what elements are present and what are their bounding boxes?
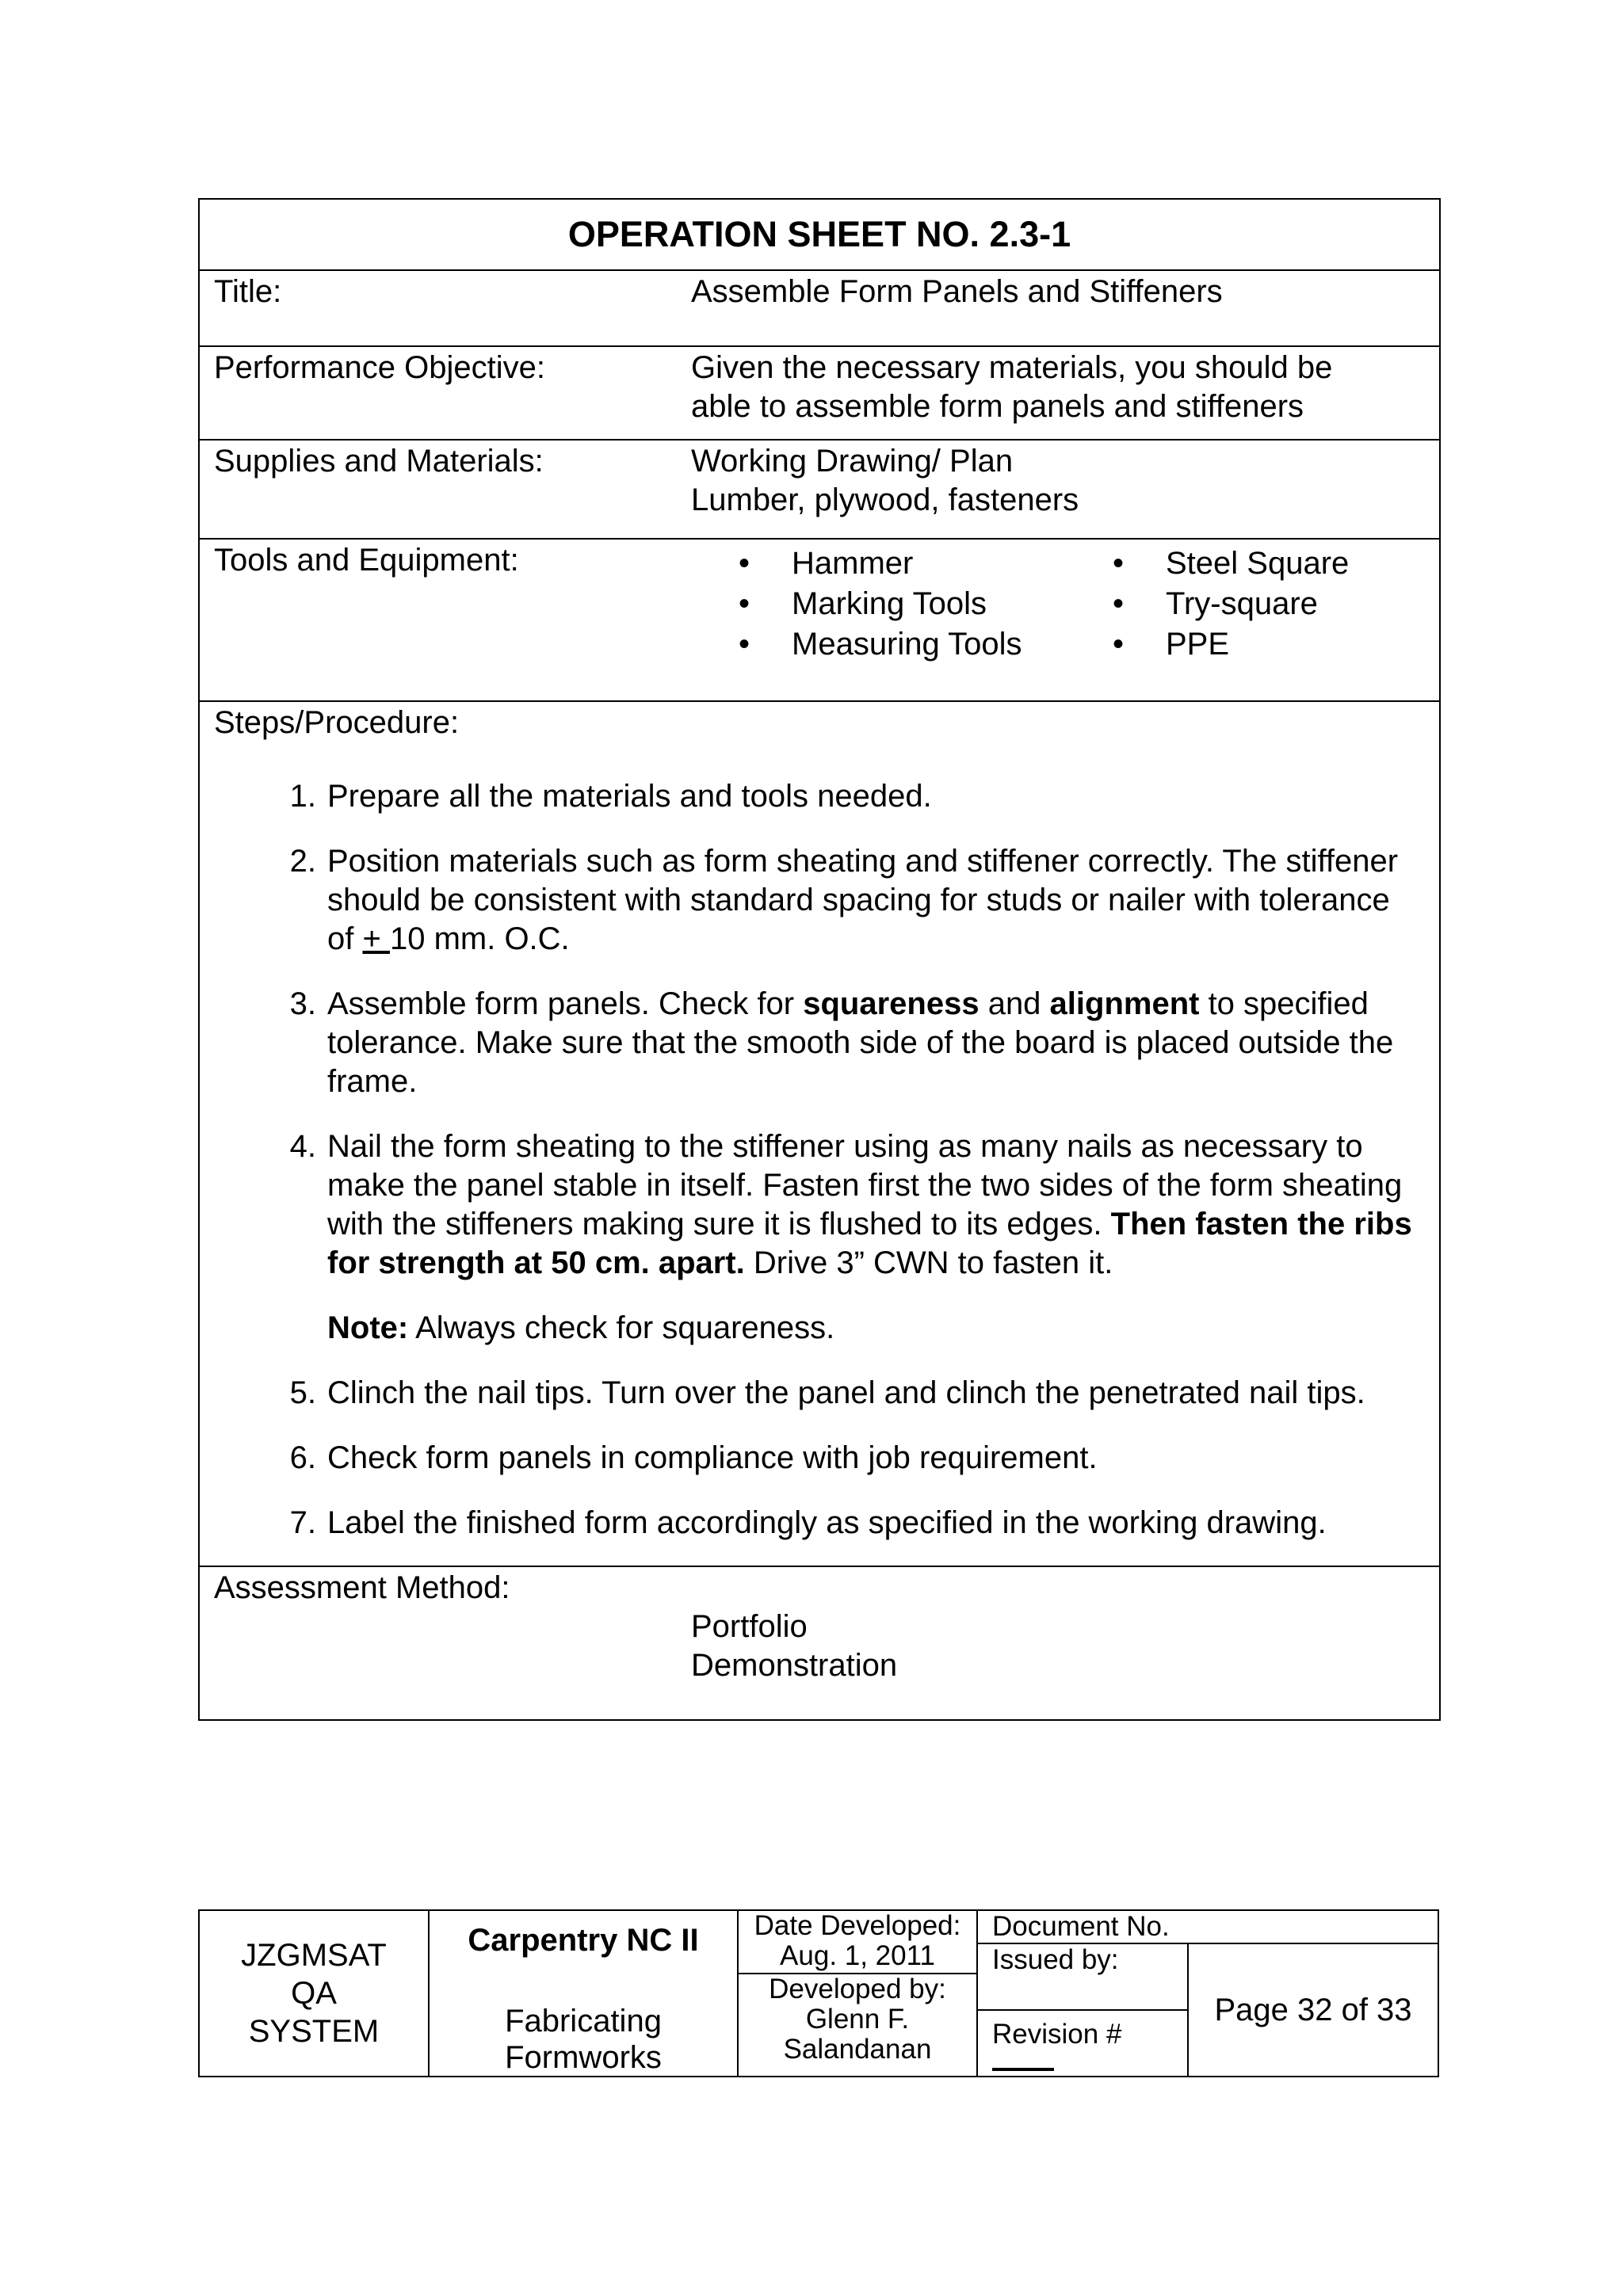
assessment-item: Portfolio xyxy=(691,1609,808,1644)
tools-label: Tools and Equipment: xyxy=(214,543,519,578)
step-text: Check form panels in compliance with job requirement. xyxy=(327,1440,1098,1475)
bullet-icon: • xyxy=(739,546,750,581)
assessment-label: Assessment Method: xyxy=(214,1570,510,1605)
step-text: Clinch the nail tips. Turn over the panel and clinch the penetrated nail tips. xyxy=(327,1375,1365,1410)
tool-item: • Marking Tools xyxy=(739,585,1113,625)
step-text: Prepare all the materials and tools needed. xyxy=(327,779,932,814)
tools-list xyxy=(691,541,1431,666)
footer-module: Fabricating Formworks xyxy=(505,2004,662,2075)
plus-minus-symbol: + xyxy=(362,921,390,956)
assessment-methods xyxy=(691,1608,1425,1685)
assessment-row xyxy=(200,1567,1439,1719)
step-number: 3. xyxy=(289,986,316,1021)
step-item xyxy=(214,1504,1425,1543)
assessment-item: Demonstration xyxy=(691,1648,898,1683)
bullet-icon: • xyxy=(1113,586,1125,621)
tools-row xyxy=(200,540,1439,702)
steps-row xyxy=(200,702,1439,1567)
step-item xyxy=(214,1439,1425,1478)
title-value: Assemble Form Panels and Stiffeners xyxy=(691,274,1223,309)
footer-organization: JZGMSAT QA SYSTEM xyxy=(200,1911,430,2076)
objective-label: Performance Objective: xyxy=(214,350,545,385)
step-text: Assemble form panels. Check for squareness and alignment to specified tolerance. Make sure that the smooth side of the board is placed outside the frame. xyxy=(327,986,1394,1099)
bullet-icon: • xyxy=(739,627,750,662)
step-item xyxy=(214,1374,1425,1413)
footer-document-no: Document No. xyxy=(978,1911,1438,1944)
supplies-label: Supplies and Materials: xyxy=(214,444,544,479)
footer-qualification: Carpentry NC II xyxy=(468,1923,699,1958)
objective-line: able to assemble form panels and stiffeners xyxy=(691,389,1304,424)
step-item xyxy=(214,777,1425,816)
step-number: 6. xyxy=(289,1440,316,1475)
step-number: 1. xyxy=(289,779,316,814)
tool-item: • PPE xyxy=(1113,625,1349,666)
step-text: Label the finished form accordingly as specified in the working drawing. xyxy=(327,1505,1327,1540)
operation-sheet-table xyxy=(198,198,1441,1721)
step-text: Position materials such as form sheating and stiffener correctly. The stiffener should be consistent with standard spacing for studs or nailer with tolerance of + 10 mm. O.C. xyxy=(327,844,1399,956)
footer-page-number: Page 32 of 33 xyxy=(1214,1992,1412,2027)
step-item xyxy=(214,1127,1425,1283)
step-number: 7. xyxy=(289,1505,316,1540)
objective-line: Given the necessary materials, you should be xyxy=(691,350,1333,385)
tools-column-2 xyxy=(1113,544,1349,666)
supplies-line: Lumber, plywood, fasteners xyxy=(691,482,1079,517)
tool-item: • Hammer xyxy=(739,544,1113,585)
footer-revision: Revision # xyxy=(978,2011,1189,2076)
supplies-line: Working Drawing/ Plan xyxy=(691,444,1014,479)
sheet-heading: OPERATION SHEET NO. 2.3-1 xyxy=(200,200,1439,271)
steps-list xyxy=(214,777,1425,1543)
tool-item: • Steel Square xyxy=(1113,544,1349,585)
step-item xyxy=(214,842,1425,959)
step-number: 4. xyxy=(289,1129,316,1164)
footer-issued-by: Issued by: xyxy=(978,1944,1189,2011)
tools-column-1 xyxy=(739,544,1113,666)
step-note: Note: Always check for squareness. xyxy=(327,1310,835,1345)
step-number: 5. xyxy=(289,1375,316,1410)
title-label: Title: xyxy=(214,274,282,309)
step-item xyxy=(214,985,1425,1101)
bullet-icon: • xyxy=(1113,627,1125,662)
step-text: Nail the form sheating to the stiffener using as many nails as necessary to make the panel stable in itself. Fasten first the two sides of the form sheating with the stiffeners making sure it is flushed to its edges. Then fasten the ribs for strength at 50 cm. apart. Drive 3” CWN to fasten it. xyxy=(327,1129,1412,1280)
supplies-row xyxy=(200,441,1439,540)
revision-blank-line xyxy=(992,2068,1054,2071)
bullet-icon: • xyxy=(739,586,750,621)
footer-course xyxy=(430,1911,739,2076)
objective-value xyxy=(691,347,1439,439)
tool-item: • Measuring Tools xyxy=(739,625,1113,666)
objective-row xyxy=(200,347,1439,441)
step-number: 2. xyxy=(289,844,316,879)
bullet-icon: • xyxy=(1113,546,1125,581)
footer-developed-by: Developed by: Glenn F. Salandanan xyxy=(739,1974,978,2076)
document-footer xyxy=(198,1909,1439,2077)
footer-date-developed: Date Developed: Aug. 1, 2011 xyxy=(739,1911,978,1974)
title-row xyxy=(200,271,1439,347)
supplies-value xyxy=(691,441,1439,538)
steps-label: Steps/Procedure: xyxy=(214,705,460,740)
tool-item: • Try-square xyxy=(1113,585,1349,625)
